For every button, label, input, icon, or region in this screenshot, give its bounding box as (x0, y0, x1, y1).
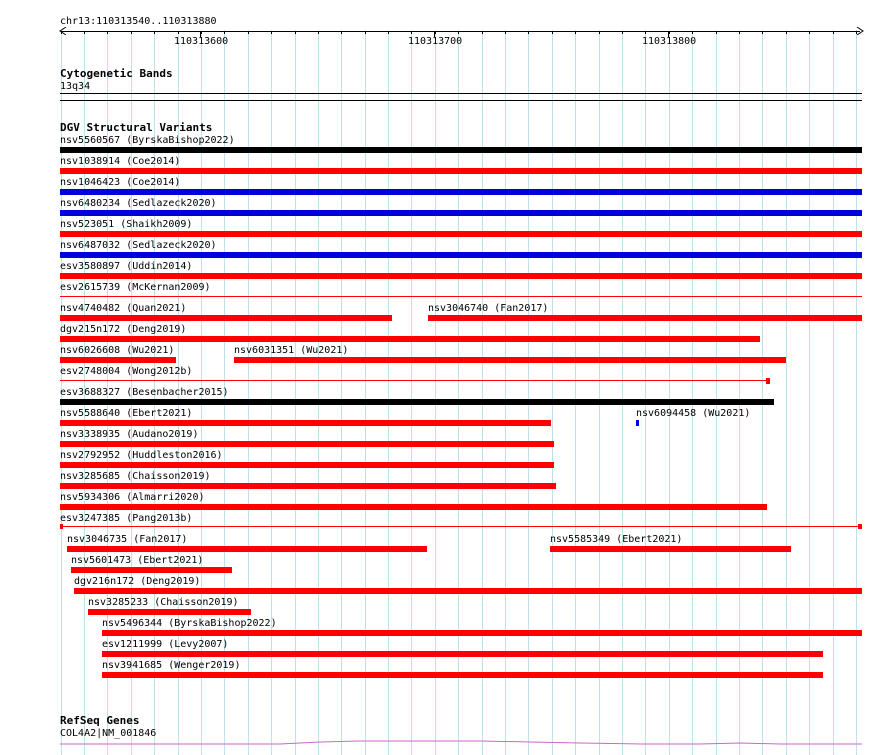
variant-label: esv3580897 (Uddin2014) (60, 261, 193, 272)
variant-bar[interactable] (60, 441, 554, 447)
ruler-minor-tick (84, 31, 85, 34)
ruler-minor-tick (435, 31, 436, 34)
variant-bar[interactable] (234, 357, 786, 363)
ruler-minor-tick (224, 31, 225, 34)
ruler-minor-tick (692, 31, 693, 34)
variant-bar[interactable] (428, 315, 862, 321)
variant-bar[interactable] (60, 315, 392, 321)
variant-bar[interactable] (636, 420, 639, 426)
variant-label: nsv5496344 (ByrskaBishop2022) (102, 618, 277, 629)
ruler-minor-tick (482, 31, 483, 34)
refseq-track-title[interactable]: RefSeq Genes (60, 714, 140, 727)
cytoband-band[interactable] (60, 93, 862, 94)
variant-bar[interactable] (60, 462, 554, 468)
variant-bar[interactable] (60, 399, 774, 405)
locus-label: chr13:110313540..110313880 (60, 16, 217, 27)
variant-label: nsv5934306 (Almarri2020) (60, 492, 205, 503)
variant-label: nsv5585349 (Ebert2021) (550, 534, 683, 545)
ruler-minor-tick (411, 31, 412, 34)
variant-bar[interactable] (60, 420, 551, 426)
ruler-minor-tick (599, 31, 600, 34)
gene-label: COL4A2|NM_001846 (60, 728, 157, 739)
variant-bar[interactable] (60, 168, 862, 174)
variant-bar[interactable] (60, 336, 760, 342)
ruler-minor-tick (856, 31, 857, 34)
ruler-minor-tick (341, 31, 342, 34)
ruler-line (62, 31, 860, 32)
variant-label: esv1211999 (Levy2007) (102, 639, 229, 650)
variant-label: nsv3338935 (Audano2019) (60, 429, 199, 440)
variant-label: esv3688327 (Besenbacher2015) (60, 387, 229, 398)
variant-bar[interactable] (60, 147, 862, 153)
variant-bar[interactable] (60, 483, 556, 489)
variant-bar[interactable] (102, 630, 862, 636)
variant-label: dgv215n172 (Deng2019) (60, 324, 187, 335)
ruler-minor-tick (295, 31, 296, 34)
variant-bar[interactable] (60, 357, 176, 363)
variant-label: nsv523051 (Shaikh2009) (60, 219, 193, 230)
variant-label: esv2615739 (McKernan2009) (60, 282, 211, 293)
variant-label: nsv3285233 (Chaisson2019) (88, 597, 239, 608)
variant-label: nsv1038914 (Coe2014) (60, 156, 181, 167)
variant-label: nsv2792952 (Huddleston2016) (60, 450, 223, 461)
variant-label: nsv5560567 (ByrskaBishop2022) (60, 135, 235, 146)
variant-bar[interactable] (550, 546, 791, 552)
variant-label: nsv1046423 (Coe2014) (60, 177, 181, 188)
variant-bar-end[interactable] (766, 378, 770, 384)
variant-bar[interactable] (60, 504, 767, 510)
ruler-minor-tick (107, 31, 108, 34)
variant-bar-thin[interactable] (60, 526, 862, 527)
variant-bar[interactable] (71, 567, 232, 573)
ruler-minor-tick (365, 31, 366, 34)
ruler-tick-label: 110313700 (408, 36, 463, 47)
variant-label: nsv4740482 (Quan2021) (60, 303, 187, 314)
variant-bar-end[interactable] (858, 524, 862, 529)
variant-bar[interactable] (60, 273, 862, 279)
variant-label: nsv6480234 (Sedlazeck2020) (60, 198, 217, 209)
variant-label: esv3247385 (Pang2013b) (60, 513, 193, 524)
variant-label: nsv6487032 (Sedlazeck2020) (60, 240, 217, 251)
ruler-minor-tick (178, 31, 179, 34)
ruler-minor-tick (61, 31, 62, 34)
variant-label: esv2748004 (Wong2012b) (60, 366, 193, 377)
variant-bar[interactable] (60, 252, 862, 258)
cytoband-label: 13q34 (60, 81, 91, 92)
variant-bar[interactable] (74, 588, 862, 594)
variant-label: nsv6026608 (Wu2021) (60, 345, 175, 356)
ruler-tick-label: 110313800 (642, 36, 697, 47)
variant-bar[interactable] (102, 672, 823, 678)
ruler-minor-tick (762, 31, 763, 34)
gene-model[interactable] (60, 738, 862, 752)
ruler-minor-tick (786, 31, 787, 34)
track-divider (60, 100, 862, 101)
ruler-minor-tick (318, 31, 319, 34)
ruler-minor-tick (201, 31, 202, 34)
ruler-minor-tick (552, 31, 553, 34)
cytoband-track-title[interactable]: Cytogenetic Bands (60, 67, 173, 80)
variant-label: nsv3046740 (Fan2017) (428, 303, 549, 314)
ruler-minor-tick (575, 31, 576, 34)
variant-label: nsv5601473 (Ebert2021) (71, 555, 204, 566)
variant-bar-thin[interactable] (60, 296, 862, 297)
ruler-minor-tick (271, 31, 272, 34)
dgv-track-title[interactable]: DGV Structural Variants (60, 121, 213, 134)
ruler-minor-tick (505, 31, 506, 34)
variant-bar[interactable] (60, 231, 862, 237)
variant-bar-thin[interactable] (60, 380, 766, 381)
ruler-minor-tick (645, 31, 646, 34)
ruler-right-arrow-icon[interactable] (856, 27, 864, 35)
ruler-minor-tick (248, 31, 249, 34)
ruler-minor-tick (131, 31, 132, 34)
variant-bar[interactable] (67, 546, 427, 552)
ruler-minor-tick (154, 31, 155, 34)
variant-label: dgv216n172 (Deng2019) (74, 576, 201, 587)
variant-bar[interactable] (60, 210, 862, 216)
ruler-minor-tick (833, 31, 834, 34)
ruler-minor-tick (388, 31, 389, 34)
ruler-minor-tick (622, 31, 623, 34)
ruler-minor-tick (669, 31, 670, 34)
ruler-minor-tick (716, 31, 717, 34)
ruler-minor-tick (458, 31, 459, 34)
variant-label: nsv6031351 (Wu2021) (234, 345, 349, 356)
variant-label: nsv5588640 (Ebert2021) (60, 408, 193, 419)
variant-bar[interactable] (88, 609, 251, 615)
ruler-minor-tick (528, 31, 529, 34)
variant-label: nsv3941685 (Wenger2019) (102, 660, 241, 671)
ruler-tick-label: 110313600 (174, 36, 229, 47)
ruler-minor-tick (739, 31, 740, 34)
variant-bar[interactable] (102, 651, 823, 657)
variant-label: nsv6094458 (Wu2021) (636, 408, 751, 419)
variant-label: nsv3285685 (Chaisson2019) (60, 471, 211, 482)
ruler-minor-tick (809, 31, 810, 34)
variant-bar[interactable] (60, 189, 862, 195)
variant-label: nsv3046735 (Fan2017) (67, 534, 188, 545)
